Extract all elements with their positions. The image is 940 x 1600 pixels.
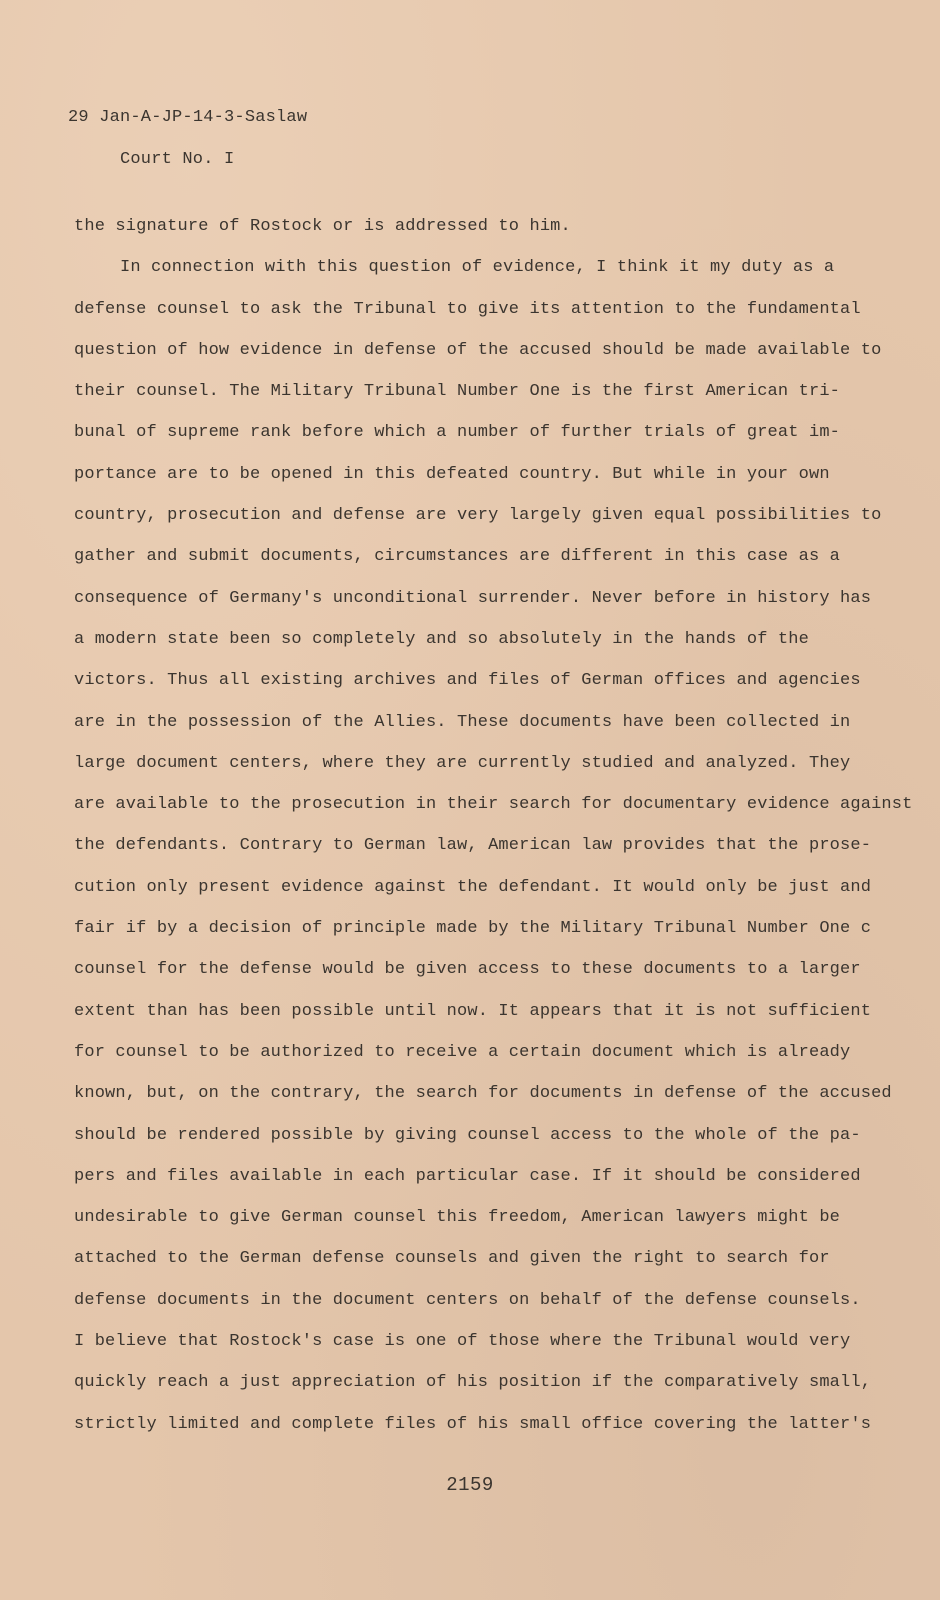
text-line: are in the possession of the Allies. These documents have been collected in — [74, 712, 851, 732]
text-line: known, but, on the contrary, the search for documents in defense of the accused — [74, 1084, 892, 1104]
text-line: quickly reach a just appreciation of his position if the comparatively small, — [74, 1373, 872, 1393]
text-line: defense counsel to ask the Tribunal to give its attention to the fundamental — [74, 299, 861, 319]
text-line: fair if by a decision of principle made by the Military Tribunal Number One c — [74, 919, 872, 939]
transcript-body — [74, 206, 913, 1445]
text-line: I believe that Rostock's case is one of those where the Tribunal would very — [74, 1332, 851, 1352]
text-line: portance are to be opened in this defeated country. But while in your own — [74, 464, 830, 484]
text-line: large document centers, where they are currently studied and analyzed. They — [74, 753, 851, 773]
text-line: a modern state been so completely and so absolutely in the hands of the — [74, 629, 809, 649]
text-line: gather and submit documents, circumstances are different in this case as a — [74, 547, 841, 567]
text-line: cution only present evidence against the defendant. It would only be just and — [74, 877, 872, 897]
text-line: strictly limited and complete files of his small office covering the latter's — [74, 1414, 872, 1434]
text-line: extent than has been possible until now. It appears that it is not sufficient — [74, 1001, 872, 1021]
text-line: bunal of supreme rank before which a number of further trials of great im- — [74, 423, 841, 443]
text-line: the signature of Rostock or is addressed to him. — [74, 217, 571, 236]
court-number: Court No. I — [120, 150, 235, 169]
text-line: for counsel to be authorized to receive a certain document which is already — [74, 1042, 851, 1062]
text-line: defense documents in the document centers on behalf of the defense counsels. — [74, 1290, 861, 1310]
text-line: the defendants. Contrary to German law, American law provides that the prose- — [74, 836, 872, 856]
page-number: 2159 — [446, 1474, 494, 1496]
text-line: pers and files available in each particular case. If it should be considered — [74, 1166, 861, 1186]
text-line: should be rendered possible by giving counsel access to the whole of the pa- — [74, 1125, 861, 1145]
text-line: consequence of Germany's unconditional surrender. Never before in history has — [74, 588, 872, 608]
text-line: country, prosecution and defense are very largely given equal possibilities to — [74, 506, 882, 526]
text-line: undesirable to give German counsel this freedom, American lawyers might be — [74, 1208, 841, 1228]
text-line: question of how evidence in defense of the accused should be made available to — [74, 340, 882, 360]
text-line: attached to the German defense counsels and given the right to search for — [74, 1249, 830, 1269]
text-line: In connection with this question of evidence, I think it my duty as a — [120, 258, 835, 278]
text-line: their counsel. The Military Tribunal Number One is the first American tri- — [74, 382, 841, 402]
text-line: are available to the prosecution in their search for documentary evidence against — [74, 795, 913, 815]
text-line: victors. Thus all existing archives and files of German offices and agencies — [74, 671, 861, 691]
document-reference: 29 Jan-A-JP-14-3-Saslaw — [68, 108, 308, 127]
text-line: counsel for the defense would be given access to these documents to a larger — [74, 960, 861, 980]
